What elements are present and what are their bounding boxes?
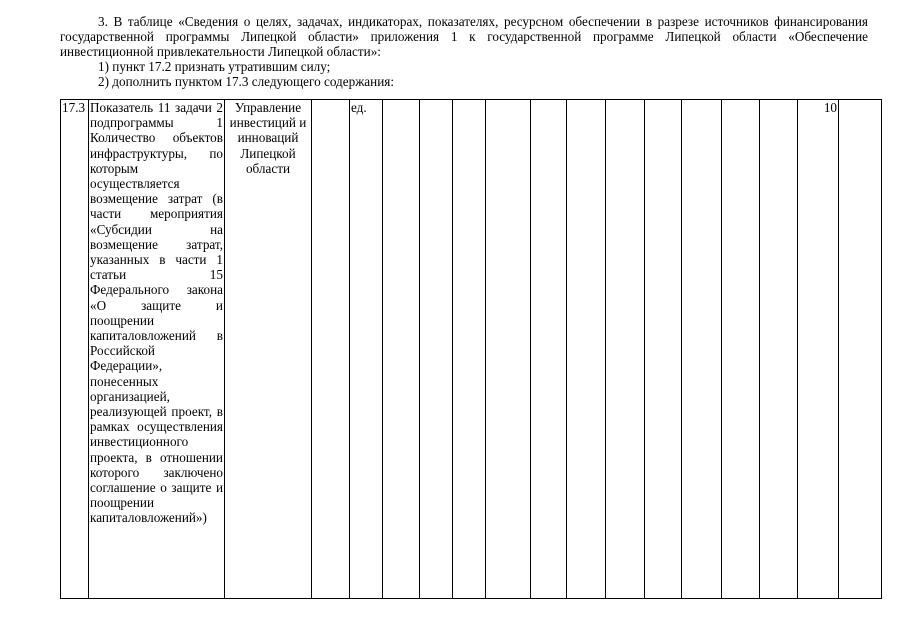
empty-cell	[312, 100, 350, 599]
responsible-executor-cell: Управление инвестиций и инноваций Липецкой области	[225, 100, 312, 599]
target-value-cell: 10	[798, 100, 839, 599]
amendment-paragraph-3: 3. В таблице «Сведения о целях, задачах, индикаторах, показателях, ресурсном обеспечении в разрезе источников финансирования государственной программы Липецкой области» приложения 1 к государственной программе Липецкой области «Обеспечение инвестиционной привлекательности Липецкой области»:	[60, 14, 868, 59]
indicators-table	[60, 99, 882, 599]
indicator-name-cell: Показатель 11 задачи 2 подпрограммы 1 Количество объектов инфраструктуры, по которым осуществляется возмещение затрат (в части мероприятия «Субсидии на возмещение затрат, указанных в части 1 статьи 15 Федерального закона «О защите и поощрении капиталовложений в Российской Федерации», понесенных организацией, реализующей проект, в рамках осуществления инвестиционного проекта, в отношении которого заключено соглашение о защите и поощрении капиталовложений»)	[89, 100, 225, 599]
table-row-17-3	[61, 100, 882, 599]
empty-cell	[682, 100, 722, 599]
unit-cell: ед.	[350, 100, 383, 599]
empty-cell	[839, 100, 882, 599]
empty-cell	[383, 100, 420, 599]
empty-cell	[606, 100, 645, 599]
empty-cell	[420, 100, 453, 599]
empty-cell	[453, 100, 486, 599]
amendment-subitem-2: 2) дополнить пунктом 17.3 следующего содержания:	[98, 74, 395, 89]
empty-cell	[486, 100, 531, 599]
row-number-cell: 17.3	[61, 100, 89, 599]
empty-cell	[645, 100, 682, 599]
empty-cell	[722, 100, 760, 599]
empty-cell	[531, 100, 567, 599]
empty-cell	[760, 100, 798, 599]
empty-cell	[567, 100, 606, 599]
amendment-intro	[60, 14, 868, 89]
amendment-subitem-1: 1) пункт 17.2 признать утратившим силу;	[98, 59, 331, 74]
